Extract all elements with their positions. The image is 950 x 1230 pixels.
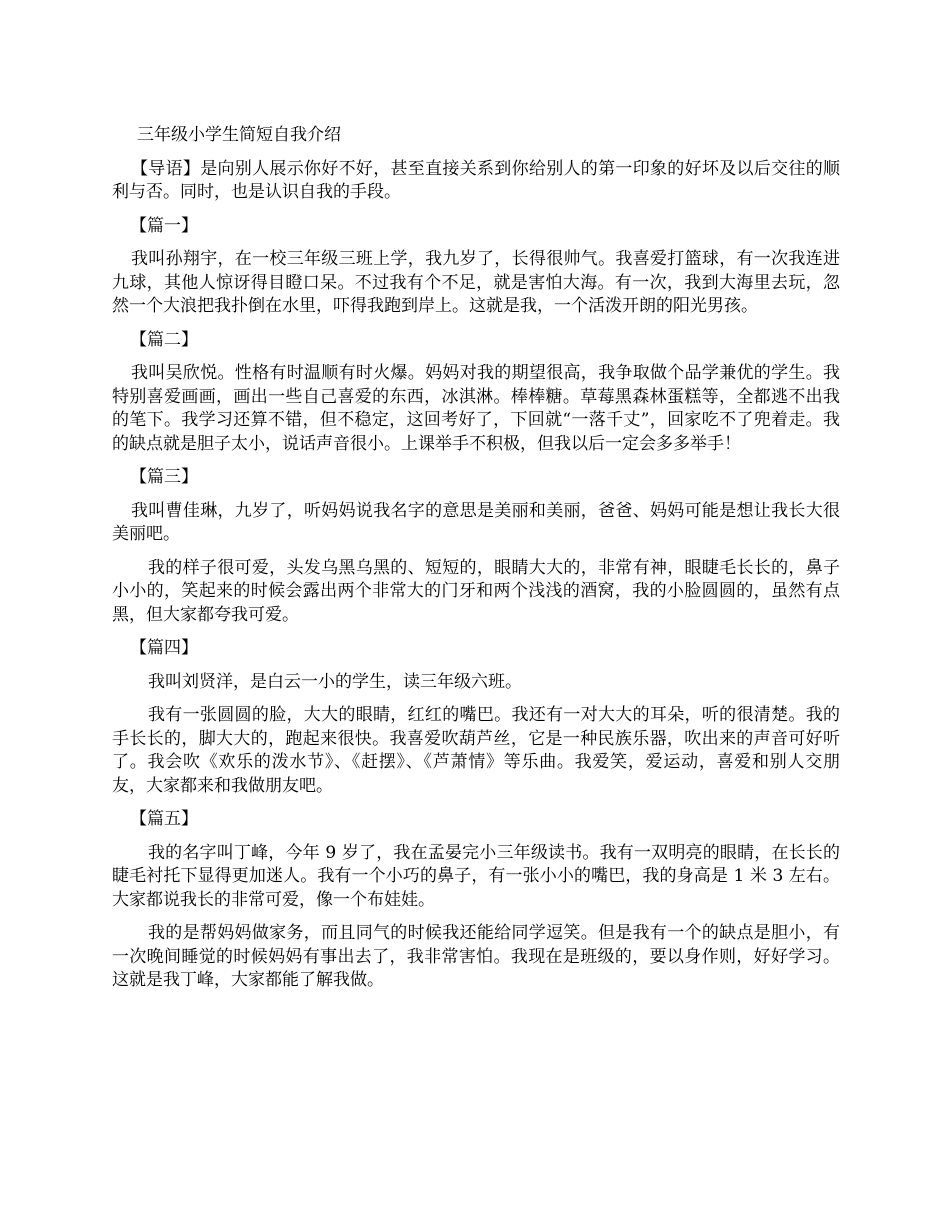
section-1-heading: 【篇一】 bbox=[130, 215, 198, 236]
section-2-heading: 【篇二】 bbox=[130, 329, 198, 350]
section-4-paragraph-1: 我叫刘贤洋，是白云一小的学生，读三年级六班。 bbox=[148, 671, 522, 692]
section-3-paragraph-1: 我叫曹佳琳，九岁了，听妈妈说我名字的意思是美丽和美丽，爸爸、妈妈可能是想让我长大很美丽吧。 bbox=[112, 500, 840, 544]
section-3-heading: 【篇三】 bbox=[130, 467, 198, 487]
section-5-paragraph-1: 我的名字叫丁峰，今年 9 岁了，我在孟晏完小三年级读书。我有一双明亮的眼睛，在长长的睫毛衬托下显得更加迷人。我有一个小巧的鼻子，有一张小小的嘴巴，我的身高是 1 米 3 左右。大家都说我长的非常可爱，像一个布娃娃。 bbox=[112, 842, 840, 910]
document-page bbox=[112, 124, 840, 1003]
intro-paragraph: 【导语】是向别人展示你好不好，甚至直接关系到你给别人的第一印象的好坏及以后交往的顺利与否。同时，也是认识自我的手段。 bbox=[112, 158, 840, 202]
section-5-heading: 【篇五】 bbox=[130, 809, 198, 829]
document-title: 三年级小学生简短自我介绍 bbox=[137, 125, 341, 145]
section-4-paragraph-2: 我有一张圆圆的脸，大大的眼睛，红红的嘴巴。我还有一对大大的耳朵，听的很清楚。我的手长长的，脚大大的，跑起来很快。我喜爱吹葫芦丝，它是一种民族乐器，吹出来的声音可好听了。我会吹《欢乐的泼水节》、《赶摆》、《芦萧情》等乐曲。我爱笑，爱运动，喜爱和别人交朋友，大家都来和我做朋友吧。 bbox=[112, 705, 840, 796]
section-4-heading: 【篇四】 bbox=[130, 638, 198, 658]
section-5-paragraph-2: 我的是帮妈妈做家务，而且同气的时候我还能给同学逗笑。但是我有一个的缺点是胆小，有一次晚间睡觉的时候妈妈有事出去了，我非常害怕。我现在是班级的，要以身作则，好好学习。这就是我丁峰，大家都能了解我做。 bbox=[112, 923, 840, 990]
section-3-paragraph-2: 我的样子很可爱，头发乌黑乌黑的、短短的，眼睛大大的，非常有神，眼睫毛长长的，鼻子小小的，笑起来的时候会露出两个非常大的门牙和两个浅浅的酒窝，我的小脸圆圆的，虽然有点黑，但大家都夸我可爱。 bbox=[112, 557, 840, 625]
section-1-paragraph-1: 我叫孙翔宇，在一校三年级三班上学，我九岁了，长得很帅气。我喜爱打篮球，有一次我连进九球，其他人惊讶得目瞪口呆。不过我有个不足，就是害怕大海。有一次，我到大海里去玩，忽然一个大浪把我扑倒在水里，吓得我跑到岸上。这就是我，一个活泼开朗的阳光男孩。 bbox=[112, 249, 840, 316]
section-2-paragraph-1: 我叫吴欣悦。性格有时温顺有时火爆。妈妈对我的期望很高，我争取做个品学兼优的学生。我特别喜爱画画，画出一些自己喜爱的东西，冰淇淋。棒棒糖。草莓黑森林蛋糕等，全都逃不出我的笔下。我学习还算不错，但不稳定，这回考好了，下回就“一落千丈”，回家吃不了兜着走。我的缺点就是胆子太小，说话声音很小。上课举手不积极，但我以后一定会多多举手！ bbox=[112, 363, 840, 454]
